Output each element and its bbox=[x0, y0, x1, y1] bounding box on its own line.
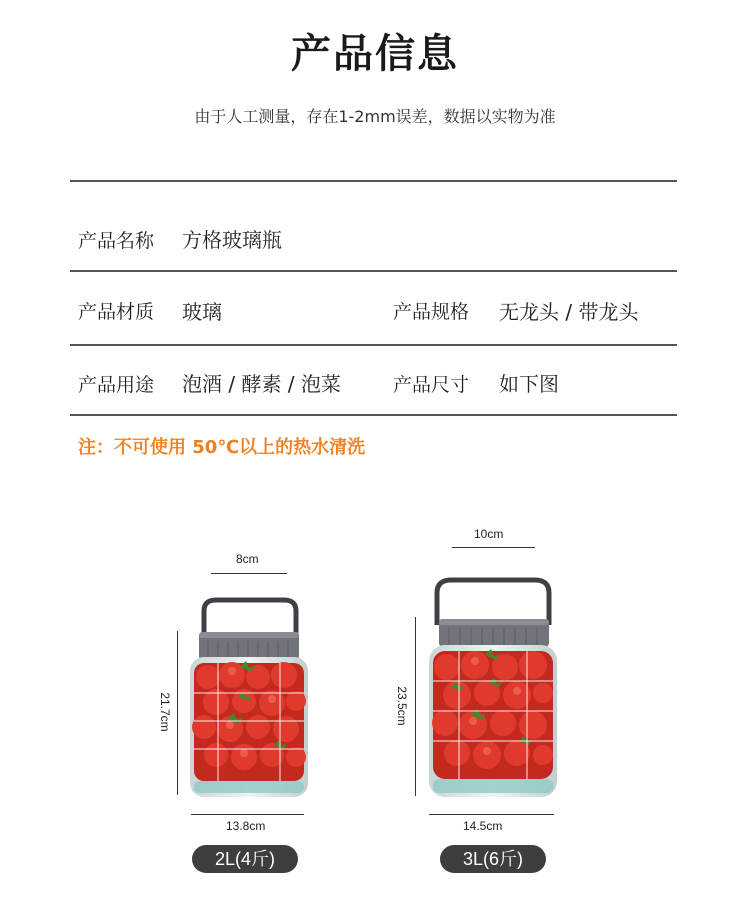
jar-handle bbox=[204, 600, 296, 637]
page-title: 产品信息 bbox=[291, 31, 459, 77]
jar-3l-height: 23.5cm bbox=[395, 686, 409, 726]
product-name-value: 方格玻璃瓶 bbox=[182, 228, 282, 252]
jar-2l-mouth-dimension-line bbox=[211, 573, 287, 574]
jar-2l-image bbox=[188, 597, 312, 803]
jar-2l-width-dimension-line bbox=[191, 814, 304, 815]
jar-2l-mouth-width: 8cm bbox=[236, 552, 259, 566]
jar-handle bbox=[437, 580, 549, 625]
capacity-badge-3l: 3L(6斤) bbox=[440, 845, 546, 873]
jar-3l-mouth-dimension-line bbox=[452, 547, 535, 548]
usage-value: 泡酒 / 酵素 / 泡菜 bbox=[182, 372, 341, 396]
jar-3l-image bbox=[427, 575, 559, 803]
size-value: 如下图 bbox=[499, 372, 559, 396]
usage-label: 产品用途 bbox=[78, 374, 155, 396]
product-name-label: 产品名称 bbox=[78, 230, 155, 252]
jar-3l-width-dimension-line bbox=[429, 814, 554, 815]
washing-warning-note: 注：不可使用 50℃以上的热水清洗 bbox=[78, 437, 366, 458]
spec-value: 无龙头 / 带龙头 bbox=[499, 300, 639, 324]
spec-label: 产品规格 bbox=[393, 301, 470, 323]
material-value: 玻璃 bbox=[182, 300, 222, 324]
jar-3l-mouth-width: 10cm bbox=[474, 527, 504, 541]
table-bottom-divider bbox=[70, 414, 677, 416]
row-divider bbox=[70, 344, 677, 346]
row-divider bbox=[70, 270, 677, 272]
material-label: 产品材质 bbox=[78, 301, 155, 323]
jar-3l-height-dimension-line bbox=[415, 617, 416, 796]
jar-3l-body-width: 14.5cm bbox=[463, 819, 503, 833]
capacity-badge-2l: 2L(4斤) bbox=[192, 845, 298, 873]
size-label: 产品尺寸 bbox=[393, 374, 470, 396]
jar-2l-height: 21.7cm bbox=[158, 692, 172, 732]
measurement-disclaimer: 由于人工测量，存在1-2mm误差，数据以实物为准 bbox=[194, 107, 556, 126]
jar-2l-body-width: 13.8cm bbox=[226, 819, 266, 833]
jar-2l-height-dimension-line bbox=[177, 631, 178, 795]
table-top-divider bbox=[70, 180, 677, 182]
